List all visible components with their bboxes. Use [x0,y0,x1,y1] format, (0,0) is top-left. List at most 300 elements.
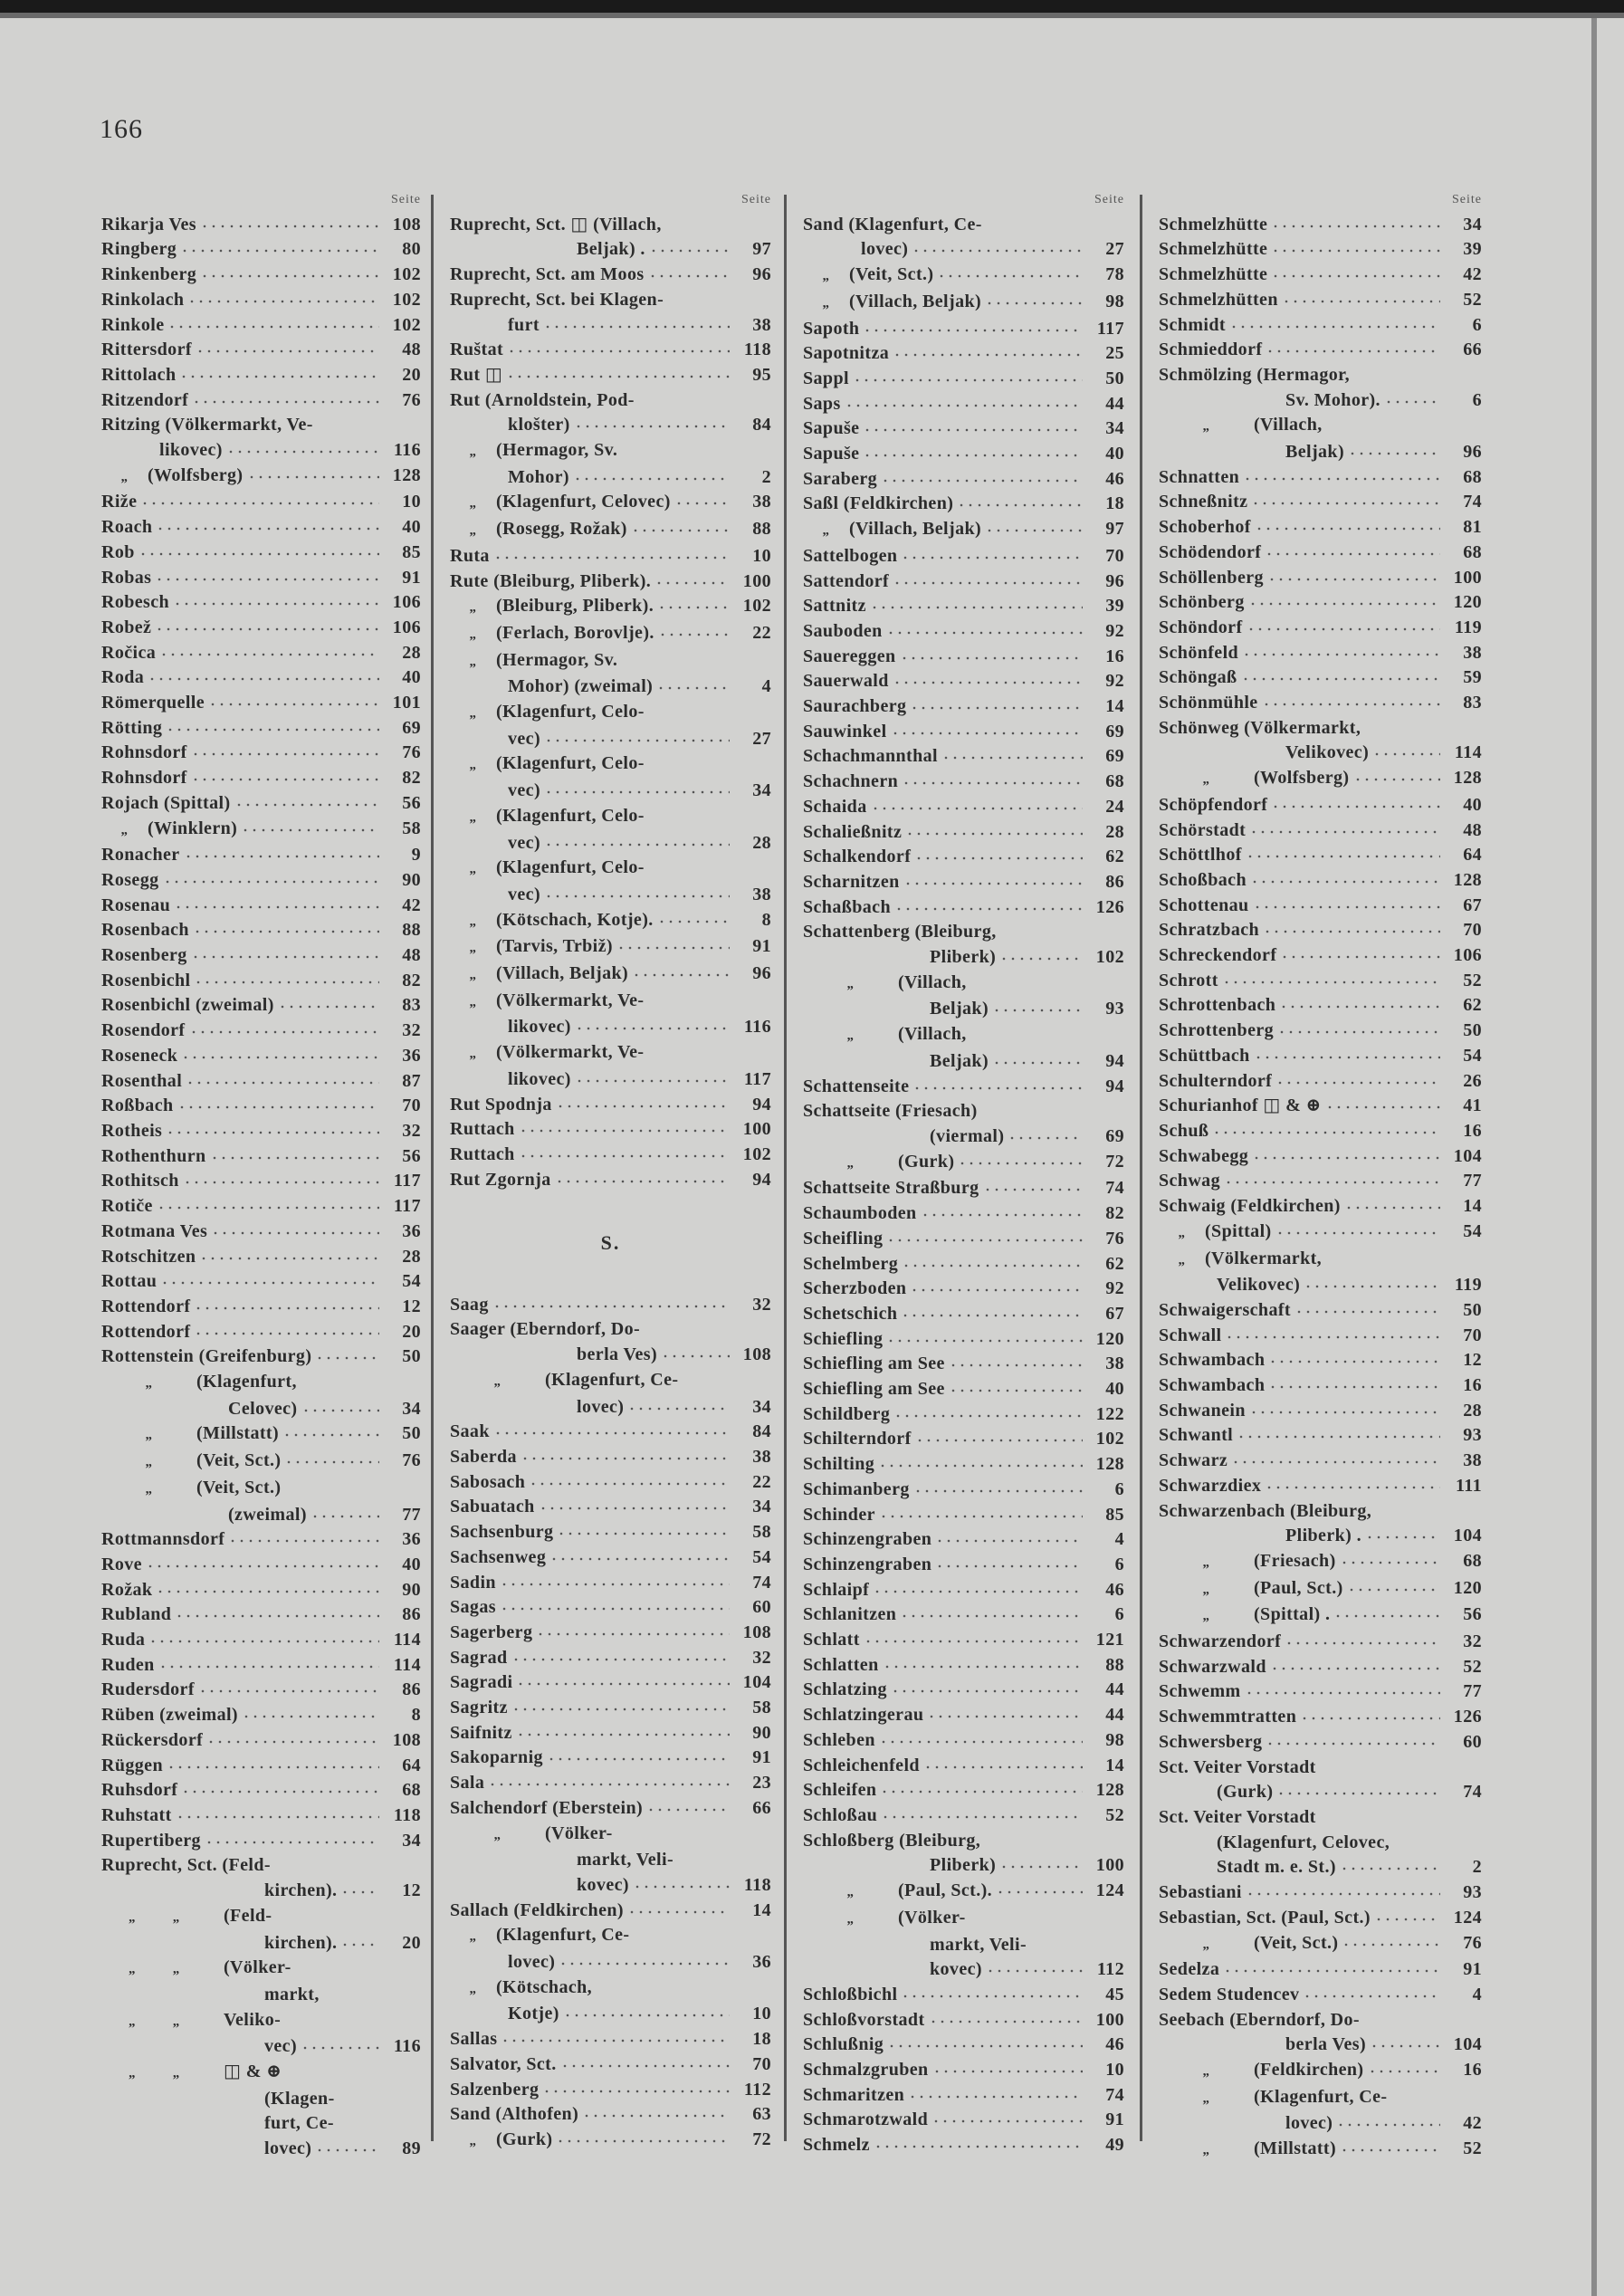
index-entry [450,1746,771,1771]
ditto-mark: „ [469,627,477,642]
entry-name: Schloßbichl [803,1984,898,2004]
entry-name: Schaida [803,796,867,817]
page-reference: 40 [1463,794,1482,815]
index-entry [101,843,421,868]
page-reference: 27 [1105,239,1124,260]
entry-name: (Klagenfurt, Celo- [496,805,645,826]
page-reference: 4 [1472,1984,1482,2004]
dot-leader [985,527,1083,534]
entry-name: Schalkendorf [803,847,912,867]
entry-name: Schinzengraben [803,1529,932,1550]
page-reference: 104 [742,1672,771,1693]
entry-name: Ročica [101,642,157,663]
index-entry [450,2027,771,2052]
index-entry [450,1771,771,1796]
dot-leader [633,1883,730,1890]
entry-name: Velikovec) [1285,742,1370,763]
index-entry [450,831,771,856]
dot-leader [1265,550,1440,558]
dot-leader [632,971,730,979]
index-column-4 [1159,187,1482,2164]
entry-name: furt [508,314,540,335]
index-entry [450,1093,771,1118]
entry-name: Sct. Veiter Vorstadt [1159,1806,1316,1827]
index-entry [101,1344,421,1370]
index-entry [101,1853,421,1879]
page-reference: 40 [402,1554,421,1574]
dot-leader [1268,1383,1440,1391]
entry-name: Sapoth [803,318,860,339]
page-reference: 68 [1105,771,1124,792]
dot-leader [544,737,730,744]
dot-leader [205,1839,379,1846]
page-reference: 62 [1463,995,1482,1016]
index-entry [450,1470,771,1496]
dot-leader [657,604,730,611]
entry-name: Roseneck [101,1045,178,1066]
dot-leader [999,1863,1083,1870]
page-reference: 114 [1454,742,1482,763]
dot-leader [941,754,1083,761]
page-reference: 28 [1463,1400,1482,1421]
page-reference: 66 [752,1797,771,1818]
index-entry [450,1520,771,1545]
index-entry [803,1402,1124,1428]
entry-name: vec) [508,884,541,904]
dot-leader [507,348,730,355]
dot-leader [183,1179,379,1186]
page-reference: 28 [402,642,421,663]
entry-name: Rottmannsdorf [101,1529,225,1550]
entry-name: Ritzendorf [101,389,189,410]
page-reference: 38 [752,314,771,335]
entry-name: Roßbach [101,1095,174,1116]
entry-name: Schönmühle [1159,693,1258,713]
dot-leader [181,1788,379,1795]
page-reference: 54 [752,1546,771,1567]
index-entry [450,1621,771,1646]
dot-leader [1223,1967,1440,1975]
dot-leader [1333,1612,1440,1620]
dot-leader [1242,651,1440,658]
index-entry [450,288,771,313]
dot-leader [870,604,1083,611]
page-reference: 96 [752,963,771,984]
index-entry [101,1578,421,1603]
dot-leader [167,1764,379,1771]
entry-name: lovec) [577,1396,625,1417]
index-entry [450,490,771,517]
entry-name: vec) [508,780,541,801]
page-reference: 28 [1105,821,1124,842]
dot-leader [627,1405,730,1412]
dot-leader [908,2093,1083,2100]
index-entry [803,1227,1124,1252]
index-entry [1159,1324,1482,1349]
page-reference: 12 [402,1880,421,1901]
entry-name: (Völkermarkt, [1205,1248,1323,1268]
entry-name: Sapuše [803,444,860,464]
dot-leader [488,1781,730,1788]
page-reference: 38 [1463,1450,1482,1471]
page-reference: 116 [393,2036,421,2057]
index-entry [450,465,771,491]
entry-name: Rückersdorf [101,1729,204,1750]
page-reference: 44 [1105,1705,1124,1726]
dot-leader [1249,1409,1440,1416]
entry-name: Schurianhof ◫ & ⊕ [1159,1095,1322,1116]
index-entry [450,1670,771,1696]
entry-name: Schlatten [803,1654,879,1675]
entry-name: Schachnern [803,771,899,792]
ditto-mark: „ [469,2133,477,2148]
column-header-seite: Seite [741,193,771,206]
index-entry [803,1427,1124,1452]
index-entry [101,741,421,766]
page-reference: 89 [402,2138,421,2159]
dot-leader [500,1581,730,1588]
index-entry [450,413,771,438]
entry-name: Beljak) [930,1050,989,1071]
index-entry [101,665,421,691]
page-reference: 74 [1105,2084,1124,2105]
page-reference: 117 [393,1196,421,1217]
dot-leader [340,1941,379,1948]
entry-name: Schattenberg (Bleiburg, [803,922,997,942]
page-number: 166 [100,114,143,144]
entry-name: (Friesach) [1254,1550,1336,1571]
entry-name: Beljak) [1285,442,1345,463]
page-reference: 102 [1095,947,1124,968]
index-entry [101,363,421,388]
page-reference: 87 [402,1070,421,1091]
index-entry [803,997,1124,1022]
index-entry [450,648,771,675]
index-entry [101,1421,421,1449]
ditto-mark: „ „ [129,1962,180,1977]
dot-leader [163,878,379,885]
dot-leader [1275,1079,1440,1086]
entry-name: Schödendorf [1159,541,1262,562]
entry-name: (viermal) [930,1126,1005,1146]
index-entry [1159,1373,1482,1399]
ditto-mark: „ „ [129,2066,180,2081]
dot-leader [544,893,730,900]
index-entry [803,416,1124,442]
entry-name: Schmölzing (Hermagor, [1159,364,1350,385]
index-entry [450,934,771,961]
index-entry [803,1124,1124,1150]
entry-name: Schlatzingerau [803,1705,924,1726]
entry-name: Schreckendorf [1159,945,1277,966]
index-entry [803,492,1124,517]
entry-name: Schleifen [803,1780,877,1801]
dot-leader [1370,2042,1440,2050]
entry-name: (zweimal) [228,1504,307,1525]
index-entry [101,413,421,438]
entry-name: (Hermagor, Sv. [496,440,618,461]
entry-name: Ritzing (Völkermarkt, Ve- [101,415,313,435]
entry-name: (Winklern) [148,818,238,838]
entry-name: Schneßnitz [1159,492,1248,512]
entry-name: Schöttlhof [1159,845,1242,866]
dot-leader [901,554,1083,561]
page-reference: 60 [752,1597,771,1618]
column-divider [1140,195,1142,2141]
dot-leader [493,554,730,561]
dot-leader [210,1154,379,1162]
dot-leader [301,2044,379,2052]
entry-name: (Gurk) [1217,1782,1274,1803]
page-reference: 76 [402,1450,421,1471]
dot-leader [519,1153,730,1160]
entry-name: Stadt m. e. St.) [1217,1857,1336,1878]
page-reference: 50 [402,1423,421,1444]
page-reference: 90 [402,869,421,890]
ditto-mark: „ [145,1481,153,1497]
dot-leader [574,423,730,430]
index-entry [450,621,771,648]
page-reference: 28 [752,832,771,853]
dot-leader [913,1488,1083,1495]
dot-leader [1300,1715,1440,1722]
entry-name: Schottenau [1159,894,1249,915]
entry-name: Sauereggen [803,646,896,666]
entry-name: Schimanberg [803,1478,910,1499]
index-entry [803,392,1124,417]
entry-name: (Völker- [224,1957,291,1978]
page-reference: 10 [752,545,771,566]
entry-name: klošter) [508,415,570,435]
page-reference: 82 [402,970,421,990]
entry-name: Schoßbach [1159,869,1247,890]
entry-name: Schinzengraben [803,1554,932,1574]
dot-leader [912,1085,1083,1092]
entry-name: Schleichenfeld [803,1755,920,1775]
entry-name: Rottendorf [101,1296,191,1316]
page-reference: 120 [1453,592,1482,613]
entry-name: Rinkenberg [101,264,197,285]
dot-leader [199,1255,379,1262]
dot-leader [140,500,379,507]
page-reference: 54 [1463,1220,1482,1241]
dot-leader [1224,1179,1440,1186]
entry-name: Rottendorf [101,1321,191,1342]
entry-name: Schattenseite [803,1076,910,1096]
dot-leader [1251,500,1440,507]
dot-leader [935,1563,1083,1570]
index-entry [450,1317,771,1343]
page-reference: 4 [761,676,771,697]
entry-name: (Gurk) [898,1151,955,1172]
entry-name: Schwabegg [1159,1145,1249,1166]
index-entry [803,1754,1124,1779]
dot-leader [1246,1890,1440,1898]
index-entry [450,804,771,831]
dot-leader [1250,878,1440,885]
index-entry [101,213,421,238]
index-entry [803,1302,1124,1327]
entry-name: Schmelzhütte [1159,264,1268,285]
page-reference: 91 [1105,2109,1124,2130]
page-reference: 36 [752,1952,771,1973]
index-entry [1159,590,1482,616]
index-entry [450,674,771,700]
index-entry [450,544,771,569]
page-reference: 126 [1095,896,1124,917]
column-header-seite: Seite [391,193,421,206]
dot-leader [156,525,379,532]
index-entry [101,1728,421,1754]
page-reference: 70 [752,2053,771,2074]
page-reference: 83 [402,995,421,1016]
ditto-mark: „ [469,994,477,1009]
dot-leader [1347,1586,1440,1593]
dot-leader [874,2143,1083,2150]
entry-name: Rotschitzen [101,1246,196,1267]
page-reference: 104 [1453,1526,1482,1546]
index-entry [101,1094,421,1119]
entry-name: Schulterndorf [1159,1070,1273,1091]
index-entry [101,716,421,741]
index-entry [101,1397,421,1422]
index-entry [101,1320,421,1345]
dot-leader [241,827,379,834]
entry-name: Rove [101,1554,142,1574]
index-entry [1159,1630,1482,1655]
dot-leader [179,373,379,380]
entry-name: Veliko- [224,2009,282,2030]
entry-name: Rothenthurn [101,1145,206,1166]
index-entry [450,856,771,883]
dot-leader [879,1738,1083,1746]
index-entry [101,1829,421,1854]
dot-leader [1270,1665,1440,1672]
index-entry [1159,665,1482,691]
page-reference: 74 [1463,1782,1482,1803]
dot-leader [929,2018,1083,2025]
entry-name: Rüben (zweimal) [101,1705,238,1726]
index-entry [450,1696,771,1721]
entry-name: (Villach, Beljak) [849,519,982,540]
entry-name: Saurachberg [803,696,907,717]
entry-name: kovec) [577,1874,629,1895]
entry-name: Roda [101,667,145,688]
entry-name: Schwaig (Feldkirchen) [1159,1196,1341,1217]
index-entry [1159,616,1482,641]
index-entry [101,541,421,566]
dot-leader [193,928,379,935]
dot-leader [1266,1740,1440,1747]
page-reference: 120 [1095,1328,1124,1349]
entry-name: (Rosegg, Rožak) [496,519,627,540]
page-reference: 100 [742,1119,771,1140]
page-reference: 42 [1463,264,1482,285]
index-entry [450,1796,771,1822]
page-reference: 62 [1105,1253,1124,1274]
index-entry [803,820,1124,846]
index-entry [101,2034,421,2060]
entry-name: Sand (Althofen) [450,2104,579,2125]
entry-name: Rosenberg [101,945,187,966]
ditto-mark: „ [145,1376,153,1392]
dot-leader [863,327,1083,334]
dot-leader [927,1713,1083,1720]
dot-leader [845,402,1083,409]
entry-name: Saak [450,1421,490,1442]
index-entry [803,442,1124,467]
entry-name: Saßl (Feldkirchen) [803,493,954,514]
dot-leader [1374,1916,1440,1923]
page-reference: 48 [1463,819,1482,840]
page-reference: 112 [1096,1959,1124,1980]
entry-name: Schrottenberg [1159,1020,1275,1041]
index-entry [1159,793,1482,818]
page-reference: 40 [1105,444,1124,464]
index-entry [1159,993,1482,1019]
entry-name: Saraberg [803,468,878,489]
dot-leader [247,474,380,481]
index-entry [1159,1094,1482,1119]
index-entry [1159,1906,1482,1931]
dot-leader [575,1025,730,1032]
entry-name: Schrottenbach [1159,995,1276,1016]
index-entry [1159,338,1482,363]
page-reference: 90 [402,1579,421,1600]
page-reference: 6 [1472,314,1482,335]
entry-name: (Kötschach, [496,1976,593,1997]
index-entry [101,515,421,541]
page-reference: 128 [1095,1780,1124,1801]
page-reference: 111 [1456,1475,1482,1496]
ditto-mark: „ [1202,2090,1210,2106]
ditto-mark: „ [846,1911,855,1927]
dot-leader [315,1354,379,1362]
index-entry [1159,1273,1482,1298]
entry-name: Sattnitz [803,596,866,617]
page-reference: 82 [402,768,421,789]
index-entry [101,1044,421,1069]
index-entry [803,1933,1124,1958]
dot-leader [1271,223,1440,230]
page-reference: 20 [402,1932,421,1953]
entry-name: (Wolfsberg) [1254,768,1350,789]
page-reference: 112 [743,2079,771,2100]
entry-name: Rožak [101,1579,153,1600]
entry-name: Rudersdorf [101,1679,195,1700]
entry-name: Schwantl [1159,1425,1234,1446]
page-reference: 94 [1105,1076,1124,1096]
dot-leader [1342,1941,1440,1948]
page-reference: 41 [1463,1095,1482,1116]
dot-leader [194,1330,379,1337]
page-reference: 84 [752,415,771,435]
entry-name: Schwanein [1159,1400,1246,1421]
index-entry [101,1628,421,1653]
index-entry [1159,1019,1482,1044]
page-reference: 69 [1105,1126,1124,1146]
index-entry [101,2137,421,2162]
dot-leader [1340,2147,1440,2154]
page-reference: 49 [1105,2135,1124,2156]
page-reference: 92 [1105,1278,1124,1299]
page-reference: 18 [1105,493,1124,514]
entry-name: Rothitsch [101,1171,179,1191]
page-reference: 28 [402,1246,421,1267]
page-reference: 20 [402,1321,421,1342]
index-entry [803,517,1124,544]
dot-leader [627,1909,730,1916]
